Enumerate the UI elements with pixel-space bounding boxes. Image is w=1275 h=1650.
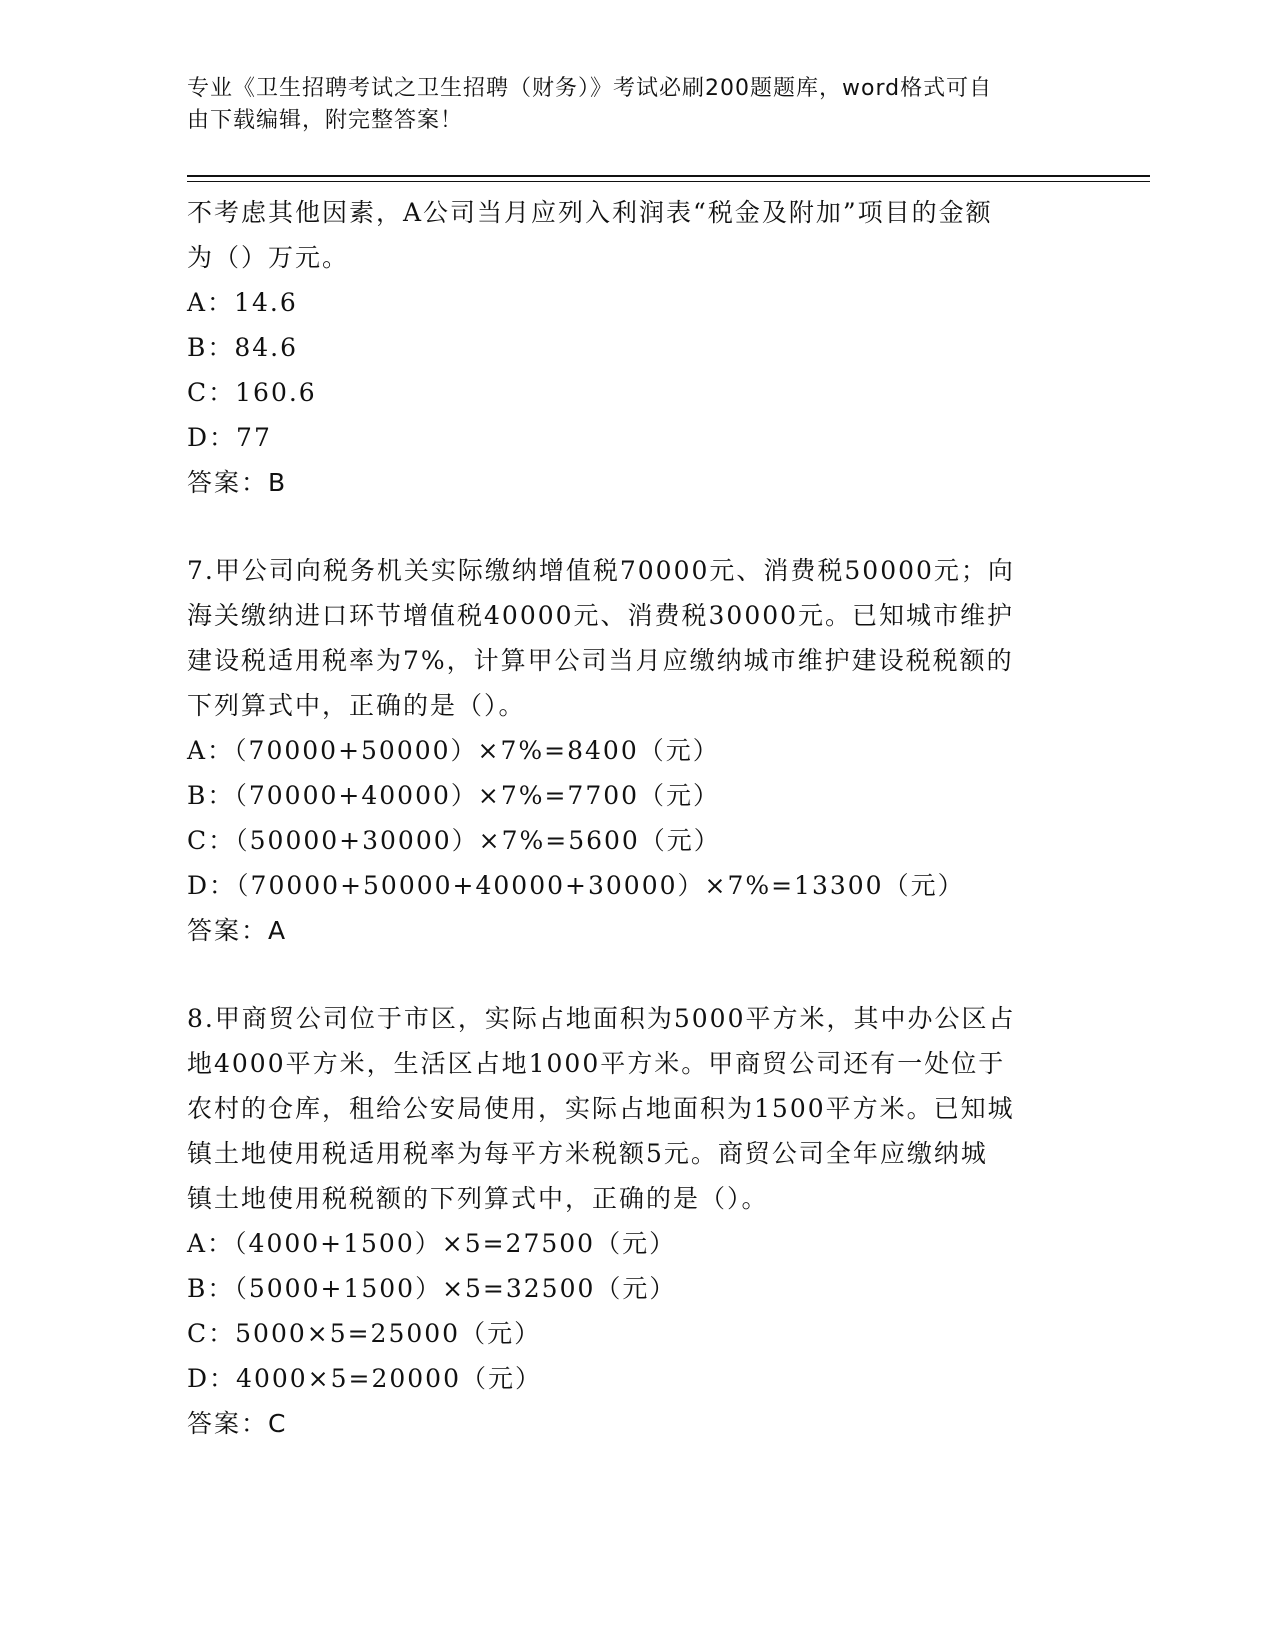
spacer <box>187 953 1087 996</box>
document-header <box>187 73 1067 137</box>
answer-line: 答案：C <box>187 1409 288 1438</box>
question-6 <box>187 190 1087 505</box>
question-stem-line: 7.甲公司向税务机关实际缴纳增值税70000元、消费税50000元；向 <box>187 556 1015 585</box>
option-b: B：84.6 <box>187 333 299 362</box>
option-a: A：（4000+1500）×5=27500（元） <box>187 1229 677 1258</box>
question-7 <box>187 548 1087 953</box>
answer-line: 答案：B <box>187 468 288 497</box>
option-d: D：（70000+50000+40000+30000）×7%=13300（元） <box>187 871 965 900</box>
option-b: B：（5000+1500）×5=32500（元） <box>187 1274 677 1303</box>
question-stem-line: 不考虑其他因素，A公司当月应列入利润表“税金及附加”项目的金额 <box>187 198 993 227</box>
question-stem-line: 农村的仓库，租给公安局使用，实际占地面积为1500平方米。已知城 <box>187 1094 1015 1123</box>
option-c: C：5000×5=25000（元） <box>187 1319 542 1348</box>
question-stem-line: 地4000平方米，生活区占地1000平方米。甲商贸公司还有一处位于 <box>187 1049 1006 1078</box>
question-8 <box>187 996 1087 1446</box>
question-stem-line: 8.甲商贸公司位于市区，实际占地面积为5000平方米，其中办公区占 <box>187 1004 1016 1033</box>
option-a: A：14.6 <box>187 288 298 317</box>
question-stem-line: 建设税适用税率为7%，计算甲公司当月应缴纳城市维护建设税税额的 <box>187 646 1014 675</box>
header-line-1: 专业《卫生招聘考试之卫生招聘（财务）》考试必刷200题题库，word格式可自 <box>187 76 993 101</box>
header-divider-thin <box>187 181 1150 182</box>
question-stem-line: 镇土地使用税适用税率为每平方米税额5元。商贸公司全年应缴纳城 <box>187 1139 988 1168</box>
option-d: D：4000×5=20000（元） <box>187 1364 542 1393</box>
option-b: B：（70000+40000）×7%=7700（元） <box>187 781 721 810</box>
question-stem-line: 镇土地使用税税额的下列算式中，正确的是（）。 <box>187 1184 769 1213</box>
option-c: C：160.6 <box>187 378 317 407</box>
option-d: D：77 <box>187 423 272 452</box>
spacer <box>187 505 1087 548</box>
question-stem-line: 为（）万元。 <box>187 243 350 272</box>
question-stem-line: 海关缴纳进口环节增值税40000元、消费税30000元。已知城市维护 <box>187 601 1015 630</box>
answer-line: 答案：A <box>187 916 288 945</box>
header-line-2: 由下载编辑，附完整答案！ <box>187 108 464 133</box>
option-a: A：（70000+50000）×7%=8400（元） <box>187 736 720 765</box>
document-body <box>187 190 1087 1446</box>
question-stem-line: 下列算式中，正确的是（）。 <box>187 691 526 720</box>
header-divider-thick <box>187 175 1150 177</box>
option-c: C：（50000+30000）×7%=5600（元） <box>187 826 721 855</box>
